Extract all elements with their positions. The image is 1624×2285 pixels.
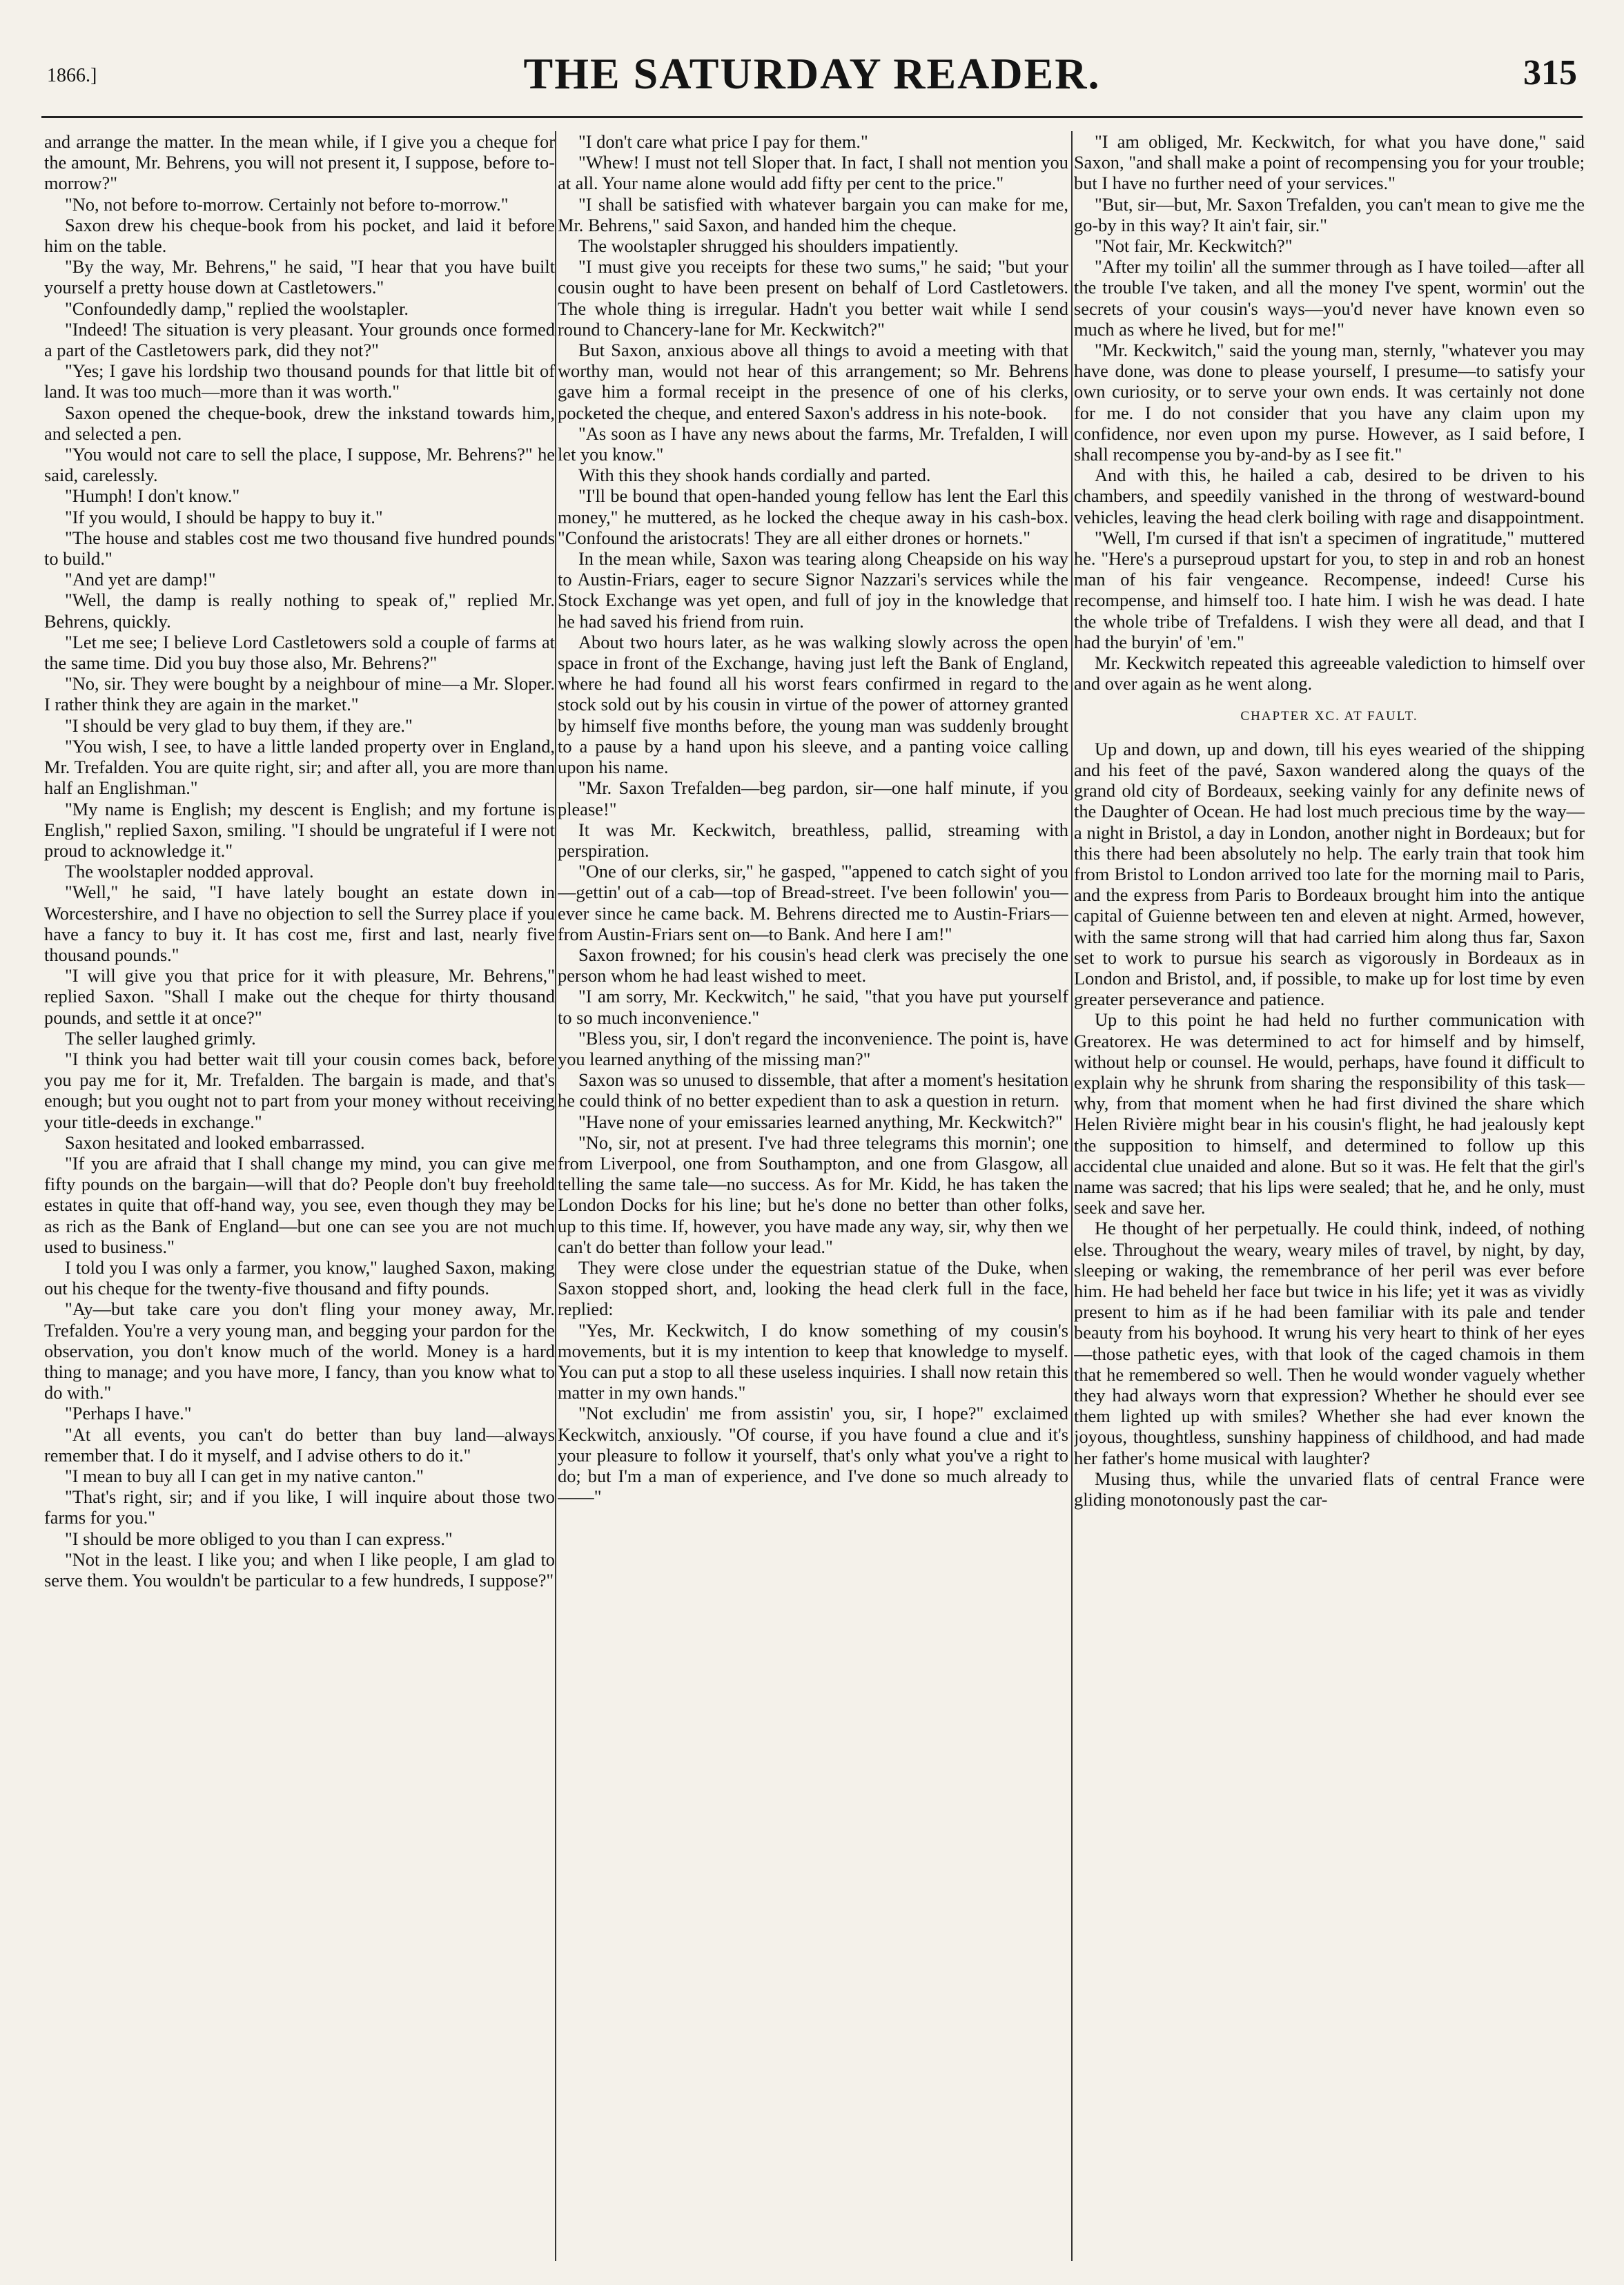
article-paragraph: "Let me see; I believe Lord Castletowers sold a couple of farms at the same time. Did you buy those also, Mr. Behrens?" bbox=[44, 631, 555, 674]
article-paragraph: "I don't care what price I pay for them." bbox=[578, 131, 868, 152]
column-left bbox=[44, 131, 555, 2257]
article-paragraph: "Perhaps I have." bbox=[65, 1403, 192, 1424]
article-paragraph: "Yes, Mr. Keckwitch, I do know something of my cousin's movements, but it is my intention to keep that knowledge to myself. You can put a stop to all these useless inquiries. I shall now retain this matter in my own hands." bbox=[558, 1319, 1068, 1403]
article-paragraph: "My name is English; my descent is English; and my fortune is English," replied Saxon, smiling. "I should be ungrateful if I were not proud to acknowledge it." bbox=[44, 798, 555, 861]
article-paragraph: In the mean while, Saxon was tearing along Cheapside on his way to Austin-Friars, eager to secure Signor Nazzari's services while the Stock Exchange was yet open, and full of joy in the knowledge that he had saved his friend from ruin. bbox=[558, 548, 1068, 632]
article-paragraph: Saxon was so unused to dissemble, that after a moment's hesitation he could think of no better expedient than to ask a question in return. bbox=[558, 1069, 1068, 1111]
article-paragraph: "Well," he said, "I have lately bought an estate down in Worcestershire, and I have no objection to sell the Surrey place if you have a fancy to buy it. It has cost me, first and last, nearly five thousand pounds." bbox=[44, 882, 555, 965]
article-paragraph: "If you would, I should be happy to buy it." bbox=[65, 506, 383, 527]
article-paragraph: "No, sir. They were bought by a neighbour of mine—a Mr. Sloper. I rather think they are again in the market." bbox=[44, 673, 555, 715]
article-paragraph: They were close under the equestrian statue of the Duke, when Saxon stopped short, and, looking the head clerk full in the face, replied: bbox=[558, 1256, 1068, 1320]
article-paragraph: "At all events, you can't do better than buy land—always remember that. I do it myself, and I advise others to do it." bbox=[44, 1423, 555, 1466]
header-year: 1866.] bbox=[47, 65, 97, 86]
article-paragraph: I told you I was only a farmer, you know," laughed Saxon, making out his cheque for the twenty-five thousand and fifty pounds. bbox=[44, 1256, 555, 1299]
article-paragraph: "Whew! I must not tell Sloper that. In fact, I shall not mention you at all. Your name alone would add fifty per cent to the price." bbox=[558, 152, 1068, 194]
article-paragraph: "By the way, Mr. Behrens," he said, "I hear that you have built yourself a pretty house down at Castletowers." bbox=[44, 256, 555, 298]
article-paragraph: "Not excludin' me from assistin' you, sir, I hope?" exclaimed Keckwitch, anxiously. "Of course, if you have found a clue and it's your pleasure to follow it yourself, that's only what you've a right to do; but I'm a man of experience, and I've done so much already to——" bbox=[558, 1403, 1068, 1508]
page-header bbox=[41, 40, 1583, 118]
article-paragraph: "You wish, I see, to have a little landed property over in England, Mr. Trefalden. You are quite right, sir; and after all, you are more than half an Englishman." bbox=[44, 735, 555, 799]
article-paragraph: "Have none of your emissaries learned anything, Mr. Keckwitch?" bbox=[578, 1111, 1063, 1132]
article-paragraph: "I'll be bound that open-handed young fellow has lent the Earl this money," he muttered, as he locked the cheque away in his cash-box. "Confound the aristocrats! They are all either drones or hornets." bbox=[558, 485, 1068, 548]
article-paragraph: "Mr. Keckwitch," said the young man, sternly, "whatever you may have done, was done to please yourself, I presume—to satisfy your own curiosity, or to serve your own ends. It was certainly not done for me. I do not consider that you have any claim upon my confidence, nor even upon my purse. However, as I said before, I shall recompense you by-and-by as I see fit." bbox=[1074, 340, 1585, 465]
article-paragraph: "Indeed! The situation is very pleasant. Your grounds once formed a part of the Castletowers park, did they not?" bbox=[44, 318, 555, 361]
column-right bbox=[1074, 131, 1585, 2257]
column-middle bbox=[558, 131, 1068, 2257]
article-paragraph: "No, not before to-morrow. Certainly not before to-morrow." bbox=[65, 193, 509, 215]
article-paragraph: "I shall be satisfied with whatever bargain you can make for me, Mr. Behrens," said Saxon, and handed him the cheque. bbox=[558, 193, 1068, 235]
article-paragraph: The seller laughed grimly. bbox=[65, 1027, 256, 1049]
article-paragraph: Saxon frowned; for his cousin's head clerk was precisely the one person whom he had least wished to meet. bbox=[558, 944, 1068, 986]
article-paragraph: He thought of her perpetually. He could think, indeed, of nothing else. Throughout the weary, weary miles of travel, by night, by day, sleeping or waking, the remembrance of her peril was ever before him. He had beheld her face but twice in his life; yet it was as vividly present to him as if he had been familiar with its pale and tender beauty from his boyhood. It wrung his very heart to think of her eyes—those pathetic eyes, with that look of the caged chamois in them that he remembered so well. Then he would wonder vaguely whether they had always worn that expression? Whether he should ever see them lighted up with smiles? Whether she had ever known the joyous, thoughtless, sunshiny happiness of childhood, and had made her father's home musical with laughter? bbox=[1074, 1218, 1585, 1468]
article-paragraph: Saxon hesitated and looked embarrassed. bbox=[65, 1131, 365, 1153]
article-paragraph: "One of our clerks, sir," he gasped, "'appened to catch sight of you—gettin' out of a cab—top of Bread-street. I've been followin' you—ever since he came back. M. Behrens directed me to Austin-Friars—from Austin-Friars sent on—to Bank. And here I am!" bbox=[558, 861, 1068, 944]
article-paragraph: Saxon opened the cheque-book, drew the inkstand towards him, and selected a pen. bbox=[44, 402, 555, 444]
article-paragraph: Up and down, up and down, till his eyes wearied of the shipping and his feet of the pavé, Saxon wandered along the quays of the grand old city of Bordeaux, seeking vainly for any definite news of the Daughter of Ocean. He had lost much precious time by the way—a night in Bristol, a day in London, another night in Bordeaux; but for this there had been absolutely no help. The early train that took him from Bristol to London arrived too late for the morning mail to Paris, and the express from Paris to Bordeaux brought him into the antique capital of Guienne between ten and eleven at night. Armed, however, with the same strong will that had carried him along thus far, Saxon set to work to pursue his search as vigorously in Bordeaux as in London and Bristol, and, if possible, to make up for lost time by even greater perseverance and patience. bbox=[1074, 738, 1585, 1010]
article-paragraph: "I must give you receipts for these two sums," he said; "but your cousin ought to have been present on behalf of Lord Castletowers. The whole thing is irregular. Hadn't you better wait while I send round to Chancery-lane for Mr. Keckwitch?" bbox=[558, 256, 1068, 340]
page-number: 315 bbox=[1523, 53, 1577, 93]
article-paragraph: Saxon drew his cheque-book from his pocket, and laid it before him on the table. bbox=[44, 214, 555, 257]
article-paragraph: "But, sir—but, Mr. Saxon Trefalden, you can't mean to give me the go-by in this way? It ain't fair, sir." bbox=[1074, 193, 1585, 235]
article-paragraph: "Not in the least. I like you; and when I like people, I am glad to serve them. You wouldn't be particular to a few hundreds, I suppose?" bbox=[44, 1548, 555, 1591]
article-paragraph: "Humph! I don't know." bbox=[65, 485, 240, 507]
article-paragraph: "No, sir, not at present. I've had three telegrams this mornin'; one from Liverpool, one from Southampton, and one from Glasgow, all telling the same tale—no success. As for Mr. Kidd, he has taken the London Docks for his line; but he's done no better than other folks, up to this time. If, however, you have made any way, sir, why then we can't do better than follow your lead." bbox=[558, 1131, 1068, 1257]
article-paragraph: The woolstapler nodded approval. bbox=[65, 861, 314, 882]
article-paragraph: "I mean to buy all I can get in my native canton." bbox=[65, 1466, 424, 1486]
article-paragraph: "I am sorry, Mr. Keckwitch," he said, "that you have put yourself to so much inconvenience." bbox=[558, 986, 1068, 1028]
article-paragraph: Musing thus, while the unvaried flats of central France were gliding monotonously past the car- bbox=[1074, 1468, 1585, 1510]
article-paragraph: "Bless you, sir, I don't regard the inconvenience. The point is, have you learned anything of the missing man?" bbox=[558, 1027, 1068, 1069]
article-paragraph: And with this, he hailed a cab, desired to be driven to his chambers, and speedily vanished in the throng of westward-bound vehicles, leaving the head clerk boiling with rage and disappointment. bbox=[1074, 465, 1585, 527]
article-paragraph: and arrange the matter. In the mean while, if I give you a cheque for the amount, Mr. Behrens, you will not present it, I suppose, before to-morrow?" bbox=[44, 131, 555, 194]
article-paragraph: It was Mr. Keckwitch, breathless, pallid, streaming with perspiration. bbox=[558, 819, 1068, 861]
column-divider bbox=[555, 131, 556, 2261]
article-paragraph: "I am obliged, Mr. Keckwitch, for what you have done," said Saxon, "and shall make a point of recompensing you for your trouble; but I have no further need of your services." bbox=[1074, 131, 1585, 194]
article-paragraph: "Well, I'm cursed if that isn't a specimen of ingratitude," muttered he. "Here's a purseproud upstart for you, to step in and rob an honest man of his fair vengeance. Recompense, indeed! Curse his recompense, and himself too. I hate him. I wish he was dead. I hate the whole tribe of Trefaldens. I wish they were all dead, and that I had the buryin' of 'em." bbox=[1074, 527, 1585, 652]
article-paragraph: "I should be more obliged to you than I can express." bbox=[65, 1528, 453, 1549]
article-paragraph: "Ay—but take care you don't fling your money away, Mr. Trefalden. You're a very young man, and begging your pardon for the observation, you don't know much of the world. Money is a hard thing to manage; and you have more, I fancy, than you know what to do with." bbox=[44, 1299, 555, 1403]
masthead-title: THE SATURDAY READER. bbox=[523, 49, 1101, 98]
article-paragraph: "As soon as I have any news about the farms, Mr. Trefalden, I will let you know." bbox=[558, 422, 1068, 465]
article-paragraph: "I should be very glad to buy them, if they are." bbox=[65, 714, 413, 736]
article-paragraph: "That's right, sir; and if you like, I will inquire about those two farms for you." bbox=[44, 1486, 555, 1528]
article-paragraph: "I think you had better wait till your cousin comes back, before you pay me for it, Mr. Trefalden. The bargain is made, and that's enough; but you ought not to part from your money without receiving your title-deeds in exchange." bbox=[44, 1048, 555, 1132]
article-paragraph: "Well, the damp is really nothing to speak of," replied Mr. Behrens, quickly. bbox=[44, 590, 555, 632]
article-paragraph: "If you are afraid that I shall change my mind, you can give me fifty pounds on the bargain—will that do? People don't buy freehold estates in quite that off-hand way, you see, even though they may be as rich as the Bank of England—but one can see you are not much used to business." bbox=[44, 1152, 555, 1257]
article-paragraph: "Mr. Saxon Trefalden—beg pardon, sir—one half minute, if you please!" bbox=[558, 777, 1068, 819]
chapter-heading: CHAPTER XC. AT FAULT. bbox=[1240, 709, 1418, 724]
article-paragraph: Up to this point he had held no further communication with Greatorex. He was determined to act for himself and by himself, without help or counsel. He would, perhaps, have found it difficult to explain why he shrunk from sharing the responsibility of this task—why, from that moment when he had first divined the share which Helen Rivière might bear in his cousin's flight, he had jealously kept the supposition to himself, and determined to follow up this accidental clue unaided and alone. But so it was. He felt that the girl's name was sacred; that his lips were sealed; that he, and he only, must seek and save her. bbox=[1074, 1009, 1585, 1218]
column-divider bbox=[1071, 131, 1073, 2261]
article-paragraph: The woolstapler shrugged his shoulders impatiently. bbox=[578, 235, 959, 257]
article-paragraph: But Saxon, anxious above all things to avoid a meeting with that worthy man, would not hear of this arrangement; so Mr. Behrens gave him a formal receipt in the presence of one of his clerks, pocketed the cheque, and entered Saxon's address in his note-book. bbox=[558, 340, 1068, 423]
article-paragraph: "The house and stables cost me two thousand five hundred pounds to build." bbox=[44, 527, 555, 570]
article-paragraph: "I will give you that price for it with pleasure, Mr. Behrens," replied Saxon. "Shall I make out the cheque for thirty thousand pounds, and settle it at once?" bbox=[44, 965, 555, 1028]
article-paragraph: With this they shook hands cordially and parted. bbox=[578, 465, 931, 486]
article-paragraph: "And yet are damp!" bbox=[65, 569, 216, 590]
article-paragraph: "You would not care to sell the place, I suppose, Mr. Behrens?" he said, carelessly. bbox=[44, 444, 555, 486]
article-paragraph: "After my toilin' all the summer through as I have toiled—after all the trouble I've taken, and all the money I've spent, wormin' out the secrets of your cousin's ways—you'd never have known even so much as where he lived, but for me!" bbox=[1074, 256, 1585, 340]
article-paragraph: Mr. Keckwitch repeated this agreeable valediction to himself over and over again as he went along. bbox=[1074, 652, 1585, 694]
article-paragraph: "Not fair, Mr. Keckwitch?" bbox=[1095, 235, 1293, 257]
article-paragraph: "Yes; I gave his lordship two thousand pounds for that little bit of land. It was too much—more than it was worth." bbox=[44, 360, 555, 402]
article-paragraph: "Confoundedly damp," replied the woolstapler. bbox=[65, 298, 409, 319]
article-paragraph: About two hours later, as he was walking slowly across the open space in front of the Exchange, having just left the Bank of England, where he had found all his worst fears confirmed in regard to the stock sold out by his cousin in virtue of the power of attorney granted by himself five months before, the young man was suddenly brought to a pause by a hand upon his sleeve, and a panting voice calling upon his name. bbox=[558, 631, 1068, 778]
